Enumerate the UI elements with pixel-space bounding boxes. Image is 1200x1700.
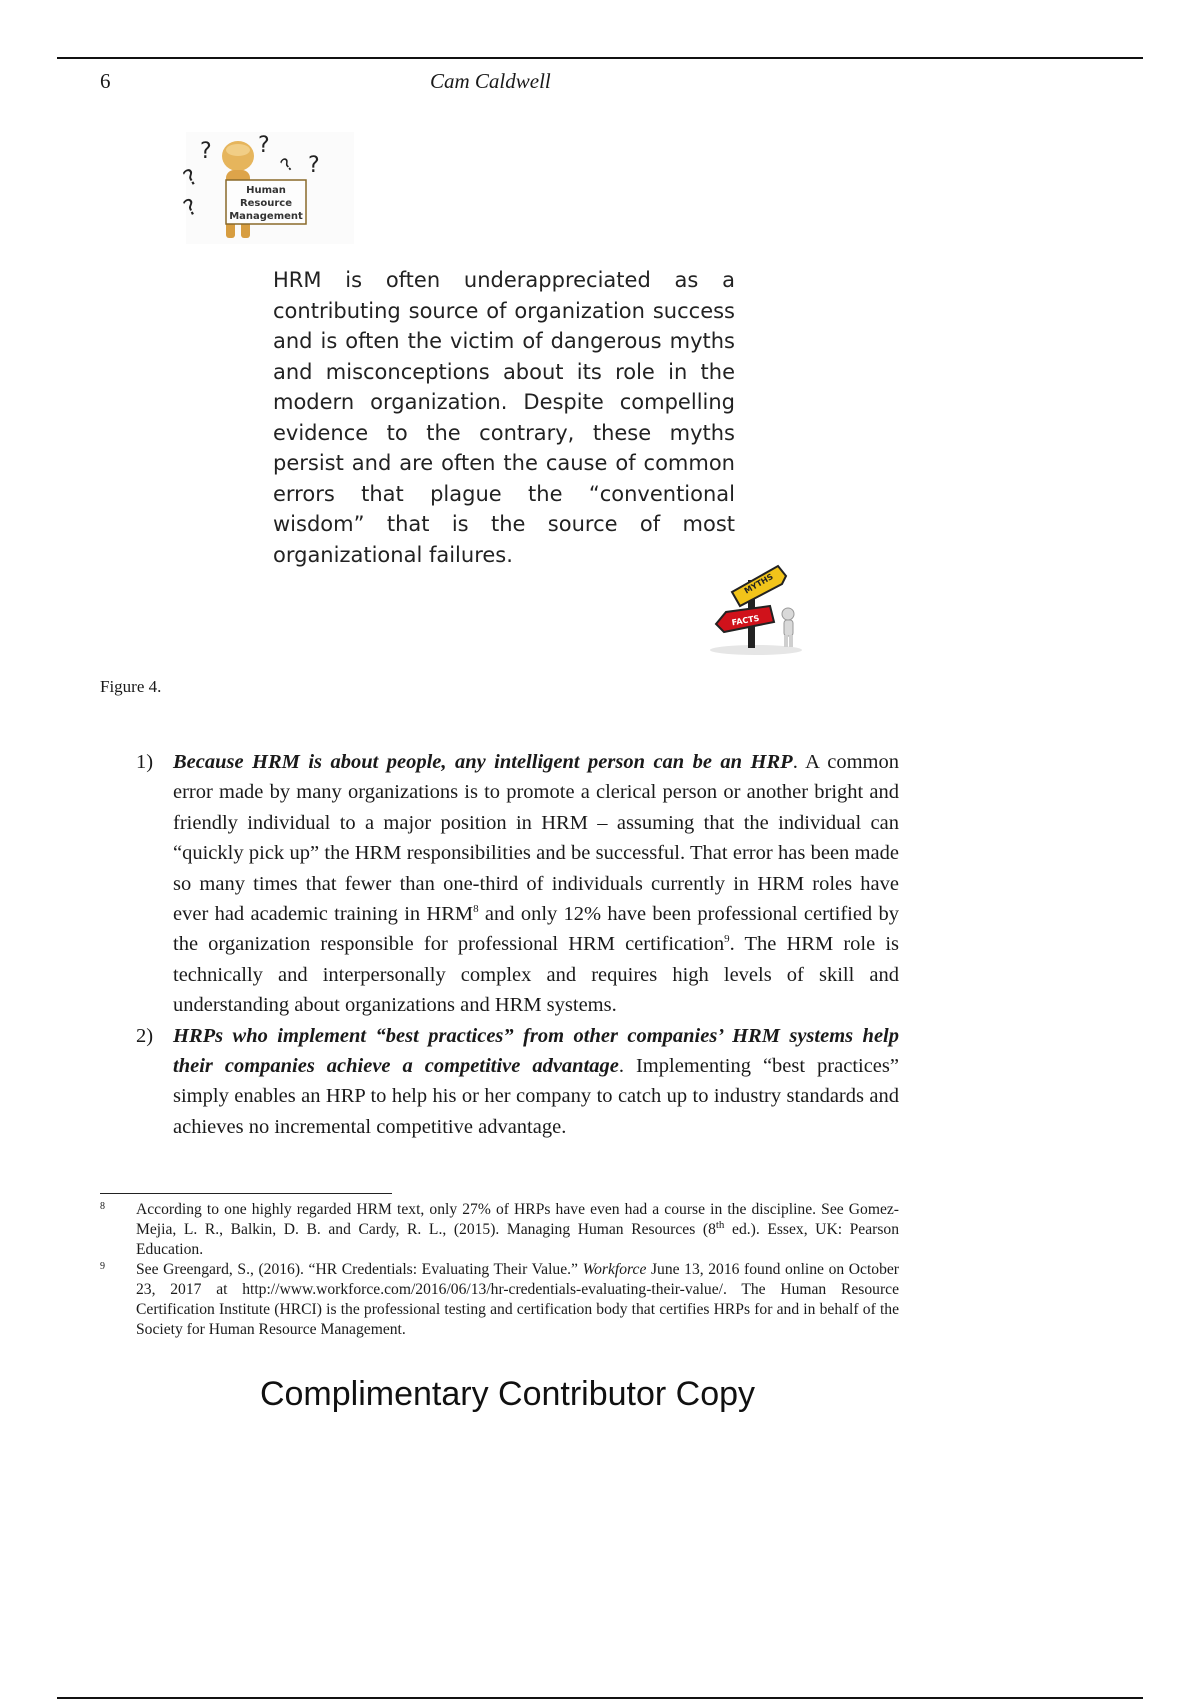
svg-text:Resource: Resource (239, 198, 293, 209)
svg-text:?: ? (276, 154, 298, 177)
footnote-text: According to one highly regarded HRM text, only 27% of HRPs have even had a course in the discipline. See Gomez-Mejia, L. R., Balkin, D. B. and Cardy, R. L., (2015). Managing Human Resources (8 (136, 1201, 899, 1238)
footnote (100, 1260, 899, 1340)
footnote-rule (100, 1193, 392, 1194)
footnote-mark: 8 (100, 1201, 105, 1212)
myth-statement: Because HRM is about people, any intelligent person can be an HRP (173, 751, 793, 773)
page-number: 6 (100, 69, 111, 93)
figure-caption: Figure 4. (100, 677, 162, 696)
myths-list (133, 747, 899, 1142)
footnote-text: ed.). Essex, UK: Pearson Education. (136, 1221, 899, 1258)
list-number: 2) (136, 1024, 154, 1047)
myth-explanation: . The HRM role is technically and interpersonally complex and requires high levels of skill and understanding about organizations and HRM systems. (173, 933, 899, 1017)
svg-text:?: ? (179, 164, 203, 193)
list-number: 1) (136, 751, 154, 773)
footnote-text: See Greengard, S., (2016). “HR Credentials: Evaluating Their Value.” (136, 1261, 583, 1278)
myth-statement: HRPs who implement “best practices” from other companies’ HRM systems help their companies achieve a competitive advantage (173, 1024, 899, 1078)
myth-explanation: and only 12% have been professional certified by the organization responsible for professional HRM certification (173, 903, 899, 956)
figure-with-hrm-sign-icon (179, 132, 354, 244)
list-item (133, 747, 899, 1021)
svg-text:MYTHS: MYTHS (742, 572, 775, 596)
watermark: Complimentary Contributor Copy (259, 1375, 756, 1413)
svg-text:Human: Human (246, 185, 286, 196)
svg-text:Management: Management (229, 211, 303, 222)
running-head: Cam Caldwell (430, 69, 551, 93)
svg-text:?: ? (200, 139, 212, 164)
footnote-ref[interactable]: 8 (473, 903, 479, 916)
footnote-ref[interactable]: 9 (724, 933, 730, 946)
myth-explanation: . Implementing “best practices” simply enables an HRP to help his or her company to catch up to industry standards and achieves no incremental competitive advantage. (173, 1055, 899, 1138)
footnote-mark: 9 (100, 1261, 105, 1272)
footnote-text: June 13, 2016 found online on October 23, 2017 at http://www.workforce.com/2016/06/13/hr-credentials-evaluating-their-value/. The Human Resource Certification Institute (HRCI) is the professional testing and certification body that certifies HRPs for and in behalf of the Society for Human Resource Management. (136, 1261, 899, 1338)
callout-text: HRM is often underappreciated as a contributing source of organization success and is often the victim of dangerous myths and misconceptions about its role in the modern organization. Despite compelling evidence to the contrary, these myths persist and are often the cause of common errors that plague the “conventional wisdom” that is the source of most organizational failures. (273, 268, 735, 567)
svg-text:?: ? (308, 153, 320, 178)
footnotes (100, 1200, 899, 1340)
svg-text:?: ? (258, 133, 270, 158)
svg-text:?: ? (180, 194, 202, 223)
myth-explanation: . A common error made by many organizations is to promote a clerical person or another bright and friendly individual to a major position in HRM – assuming that the individual can “quickly pick up” the HRM responsibilities and be successful. That error has been made so many times that fewer than one-third of individuals currently in HRM roles have ever had academic training in HRM (173, 751, 899, 926)
footnote-superscript: th (715, 1218, 725, 1231)
header-rule (57, 57, 1143, 59)
list-item (133, 1021, 899, 1143)
svg-text:FACTS: FACTS (731, 613, 761, 628)
footer-rule (57, 1697, 1143, 1699)
myths-facts-signpost-icon (704, 552, 808, 656)
footnote-journal: Workforce (582, 1261, 647, 1278)
footnote (100, 1200, 899, 1260)
